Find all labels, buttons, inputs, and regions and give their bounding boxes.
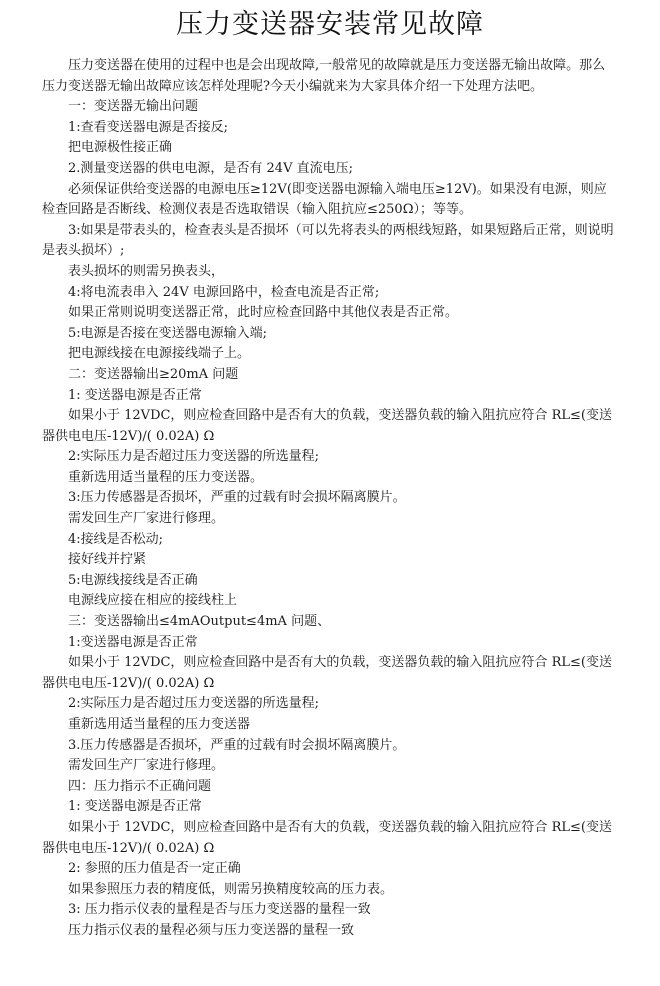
document-title: 压力变送器安装常见故障 [176,9,484,40]
solution-item: 需发回生产厂家进行修理。 [68,758,225,774]
check-item: 3:如果是带表头的，检查表头是否损坏（可以先将表头的两根线短路，如果短路后正常，则说明是表头损坏）; [42,222,614,259]
solution-item: 如果小于 12VDC，则应检查回路中是否有大的负载，变送器负载的输入阻抗应符合 RL≤(变送器供电电压-12V)/( 0.02A) Ω [42,819,612,856]
solution-item: 把电源极性接正确 [68,140,173,156]
check-item: 2:实际压力是否超过压力变送器的所选量程; [68,696,320,712]
check-item: 3.压力传感器是否损坏，严重的过载有时会损坏隔离膜片。 [68,737,406,753]
check-item: 3:压力传感器是否损坏，严重的过载有时会损坏隔离膜片。 [68,490,406,506]
check-item: 1:查看变送器电源是否接反; [68,119,229,135]
section-heading: 四：压力指示不正确问题 [68,778,212,794]
solution-item: 电源线应接在相应的接线柱上 [68,593,238,609]
solution-item: 压力指示仪表的量程必须与压力变送器的量程一致 [68,922,355,938]
check-item: 4:接线是否松动; [68,531,164,547]
solution-item: 如果小于 12VDC，则应检查回路中是否有大的负载，变送器负载的输入阻抗应符合 RL≤(变送器供电电压-12V)/( 0.02A) Ω [42,408,612,444]
document-body [42,56,618,942]
solution-item: 如果小于 12VDC，则应检查回路中是否有大的负载，变送器负载的输入阻抗应符合 RL≤(变送器供电电压-12V)/( 0.02A) Ω [42,655,612,691]
solution-item: 如果参照压力表的精度低，则需另换精度较高的压力表。 [68,881,394,897]
solution-item: 表头损坏的则需另换表头， [68,263,225,279]
solution-item: 必须保证供给变送器的电源电压≥12V(即变送器电源输入端电压≥12V)。如果没有电源，则应检查回路是否断线、检测仪表是否选取错误（输入阻抗应≤250Ω）；等等。 [42,181,607,218]
check-item: 5:电源线接线是否正确 [68,572,198,588]
solution-item: 如果正常则说明变送器正常，此时应检查回路中其他仪表是否正常。 [68,305,459,321]
check-item: 2.测量变送器的供电电源，是否有 24V 直流电压; [68,160,353,176]
section-heading: 二：变送器输出≥20mA 问题 [68,366,239,382]
check-item: 1:变送器电源是否正常 [68,634,198,650]
check-item: 4:将电流表串入 24V 电源回路中，检查电流是否正常; [68,284,380,300]
section-heading: 三：变送器输出≤4mAOutput≤4mA 问题、 [68,614,331,630]
solution-item: 把电源线接在电源接线端子上。 [68,346,251,362]
solution-item: 需发回生产厂家进行修理。 [68,511,225,527]
check-item: 2: 参照的压力值是否一定正确 [68,861,241,877]
check-item: 1: 变送器电源是否正常 [68,799,202,815]
solution-item: 重新选用适当量程的压力变送器。 [68,469,264,485]
check-item: 2:实际压力是否超过压力变送器的所选量程; [68,449,320,465]
solution-item: 重新选用适当量程的压力变送器 [68,717,251,732]
check-item: 1: 变送器电源是否正常 [68,387,202,403]
solution-item: 接好线并拧紧 [68,552,147,568]
intro-paragraph: 压力变送器在使用的过程中也是会出现故障,一般常见的故障就是压力变送器无输出故障。那么压力变送器无输出故障应该怎样处理呢?今天小编就来为大家具体介绍一下处理方法吧。 [42,58,606,94]
check-item: 5:电源是否接在变送器电源输入端; [68,325,268,341]
section-heading: 一：变送器无输出问题 [68,99,199,115]
check-item: 3: 压力指示仪表的量程是否与压力变送器的量程一致 [68,902,371,918]
